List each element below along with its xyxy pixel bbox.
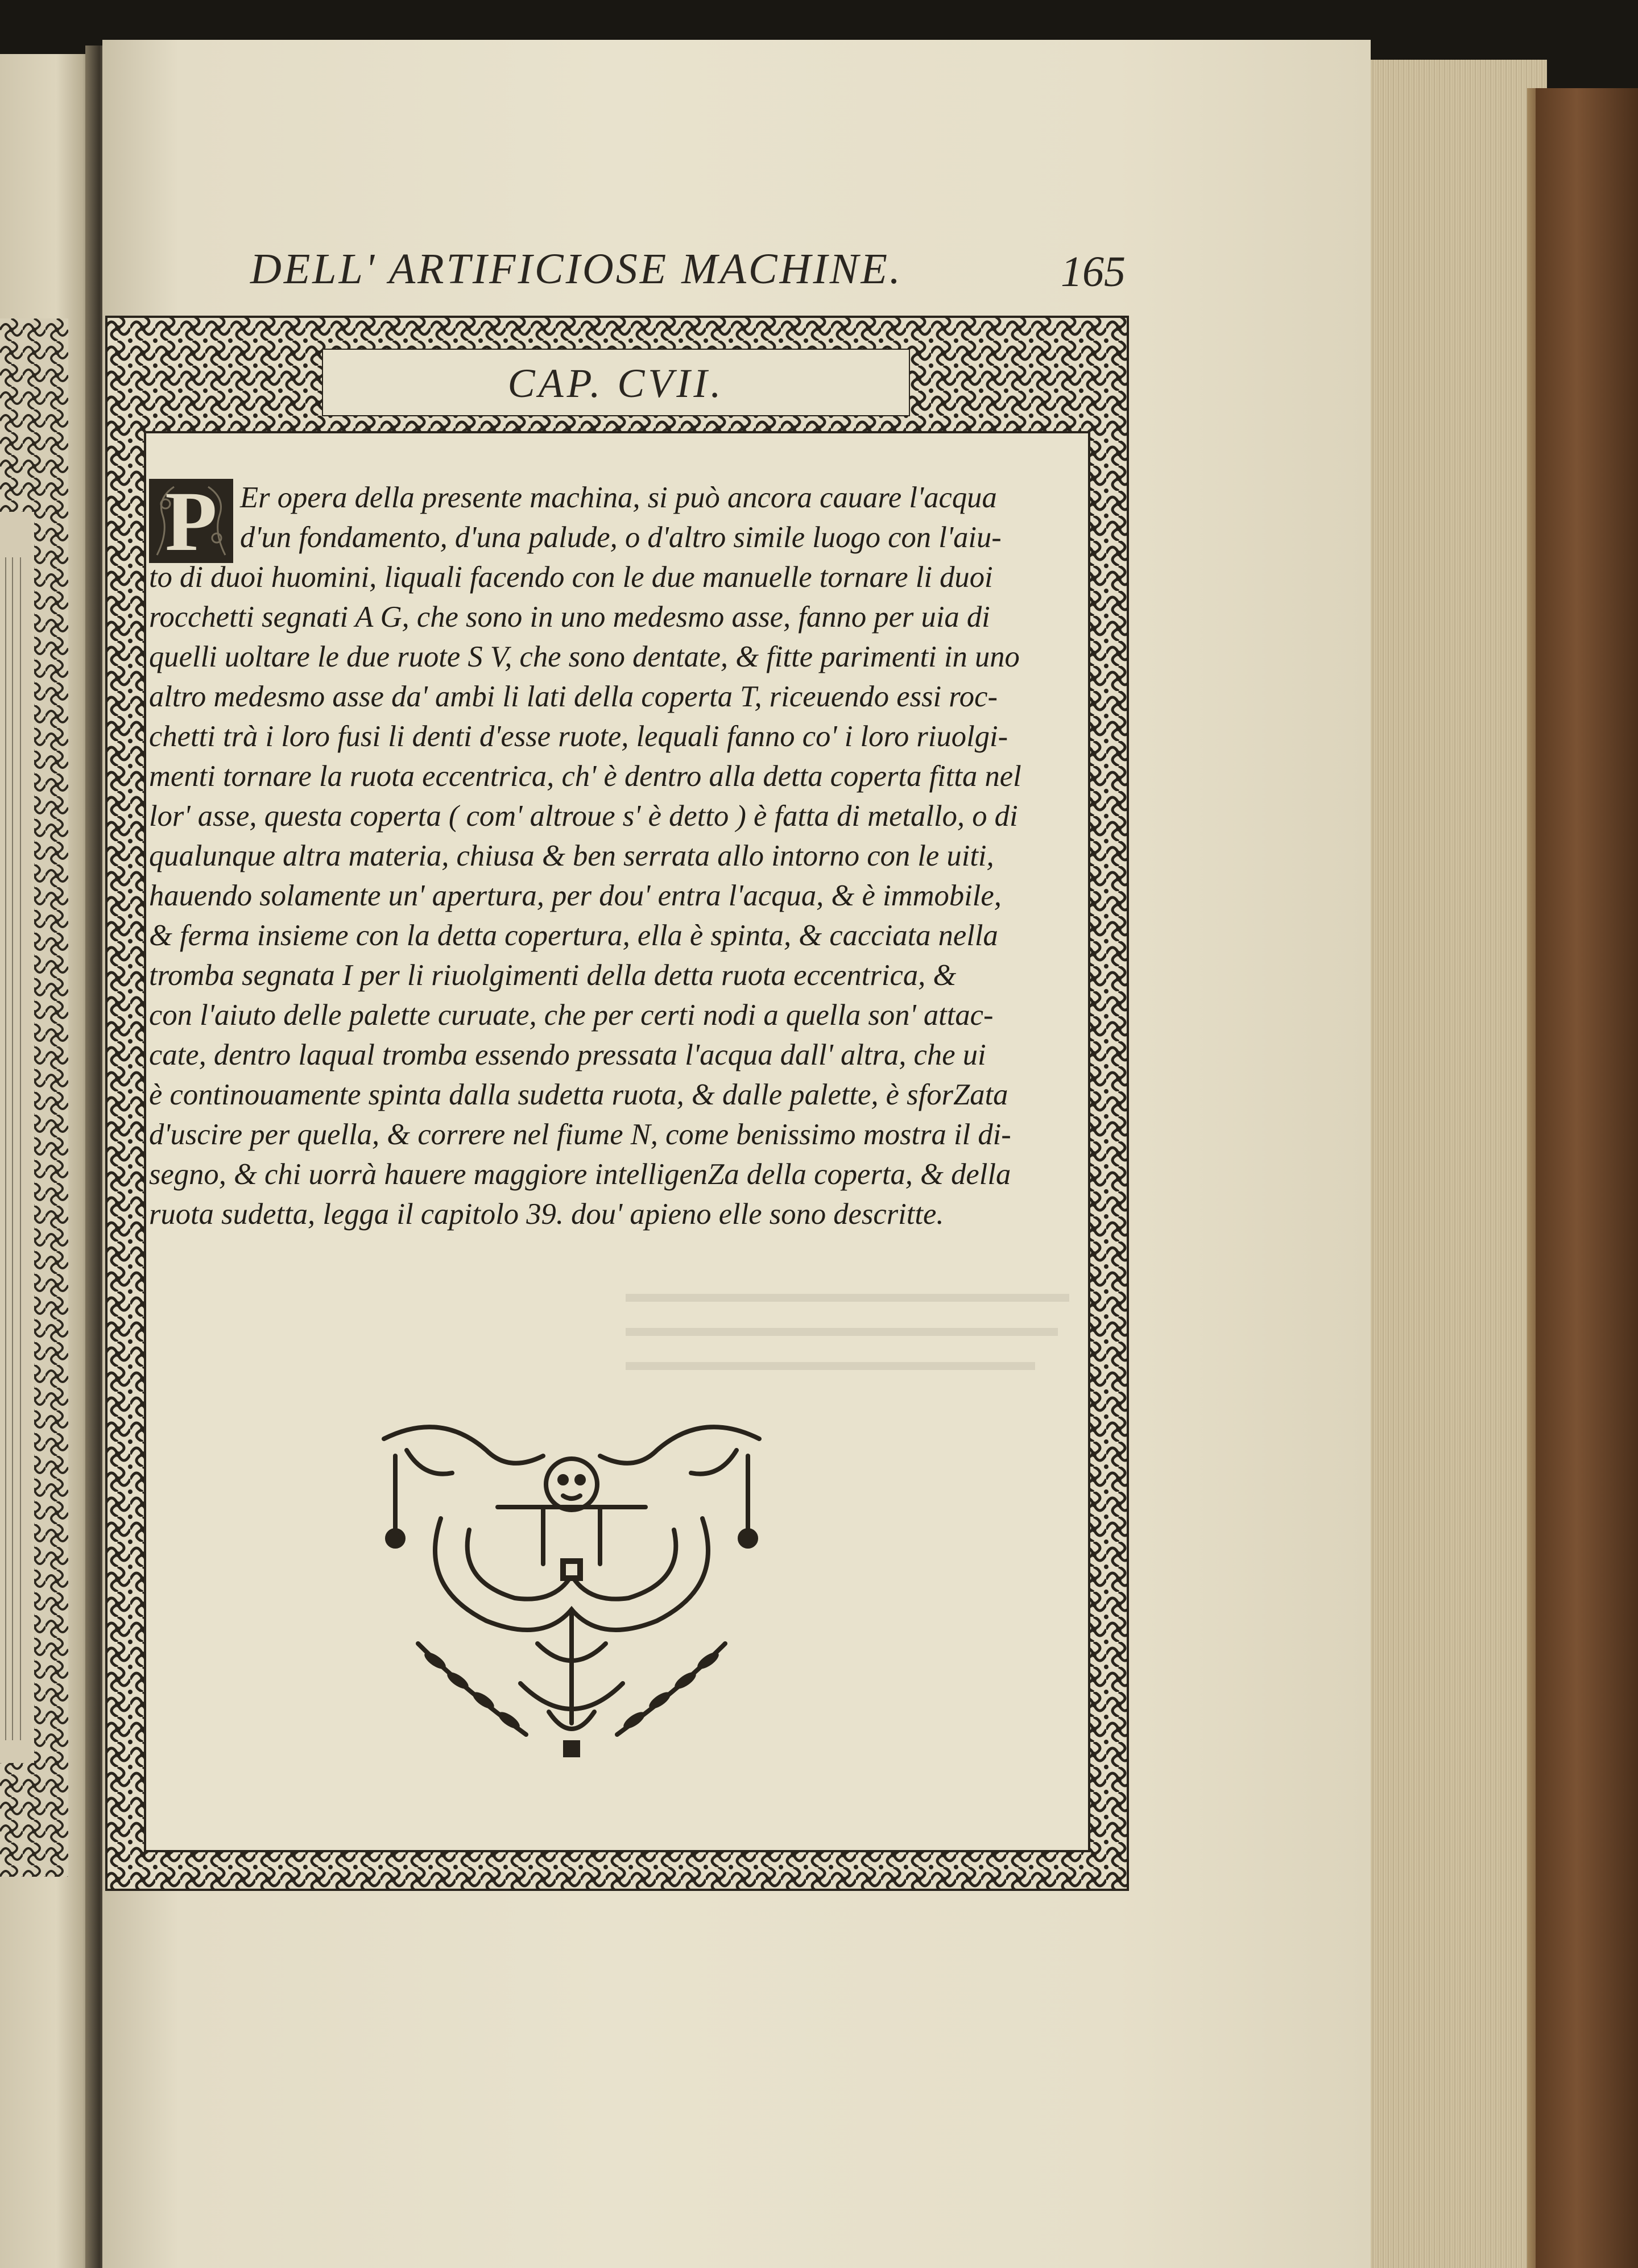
page-block-fore-edge xyxy=(1371,60,1547,2268)
page-number: 165 xyxy=(1061,248,1126,296)
text-line: d'un fondamento, d'una palude, o d'altro simile luogo con l'aiu- xyxy=(240,521,1002,554)
text-line: ruota sudetta, legga il capitolo 39. dou' apieno elle sono descritte. xyxy=(149,1198,944,1231)
chapter-heading-box xyxy=(323,350,909,415)
chapter-title: CAP. CVII. xyxy=(507,361,725,406)
text-line: lor' asse, questa coperta ( com' altroue s' è detto ) è fatta di metallo, o di xyxy=(149,800,1018,833)
tailpiece-ornament xyxy=(373,1416,771,1769)
text-line: menti tornare la ruota eccentrica, ch' è dentro alla detta coperta fitta nel xyxy=(149,760,1021,793)
text-line: hauendo solamente un' apertura, per dou' entra l'acqua, & è immobile, xyxy=(149,879,1002,912)
text-line: tromba segnata I per li riuolgimenti della detta ruota eccentrica, & xyxy=(149,959,957,992)
previous-page-ornamental-border xyxy=(0,318,77,1882)
text-line: segno, & chi uorrà hauere maggiore intelligenZa della coperta, & della xyxy=(149,1158,1011,1191)
text-line: Er opera della presente machina, si può ancora cauare l'acqua xyxy=(240,481,997,514)
text-line: con l'aiuto delle palette curuate, che per certi nodi a quella son' attac- xyxy=(149,999,994,1032)
ornamental-drop-cap xyxy=(149,474,233,569)
text-line: altro medesmo asse da' ambi li lati della coperta T, riceuendo essi roc- xyxy=(149,680,998,713)
text-line: to di duoi huomini, liquali facendo con le due manuelle tornare li duoi xyxy=(149,561,993,594)
leather-binding xyxy=(1536,88,1638,2268)
text-line: cate, dentro laqual tromba essendo pressata l'acqua dall' altra, che ui xyxy=(149,1038,986,1071)
text-line: d'uscire per quella, & correre nel fiume N, come benissimo mostra il di- xyxy=(149,1118,1011,1151)
text-line: è continouamente spinta dalla sudetta ruota, & dalle palette, è sforZata xyxy=(149,1078,1008,1111)
text-line: quelli uoltare le due ruote S V, che sono dentate, & fitte parimenti in uno xyxy=(149,640,1020,673)
text-line: chetti trà i loro fusi li denti d'esse ruote, lequali fanno co' i loro riuolgi- xyxy=(149,720,1008,753)
bleed-through-text-traces xyxy=(626,1282,1081,1396)
text-line: rocchetti segnati A G, che sono in uno medesmo asse, fanno per uia di xyxy=(149,601,990,634)
text-line: & ferma insieme con la detta copertura, ella è spinta, & cacciata nella xyxy=(149,919,998,952)
drop-cap-letter: P xyxy=(165,474,217,569)
running-head: DELL' ARTIFICIOSE MACHINE. xyxy=(250,245,903,293)
text-line: qualunque altra materia, chiusa & ben serrata allo intorno con le uiti, xyxy=(149,839,994,872)
